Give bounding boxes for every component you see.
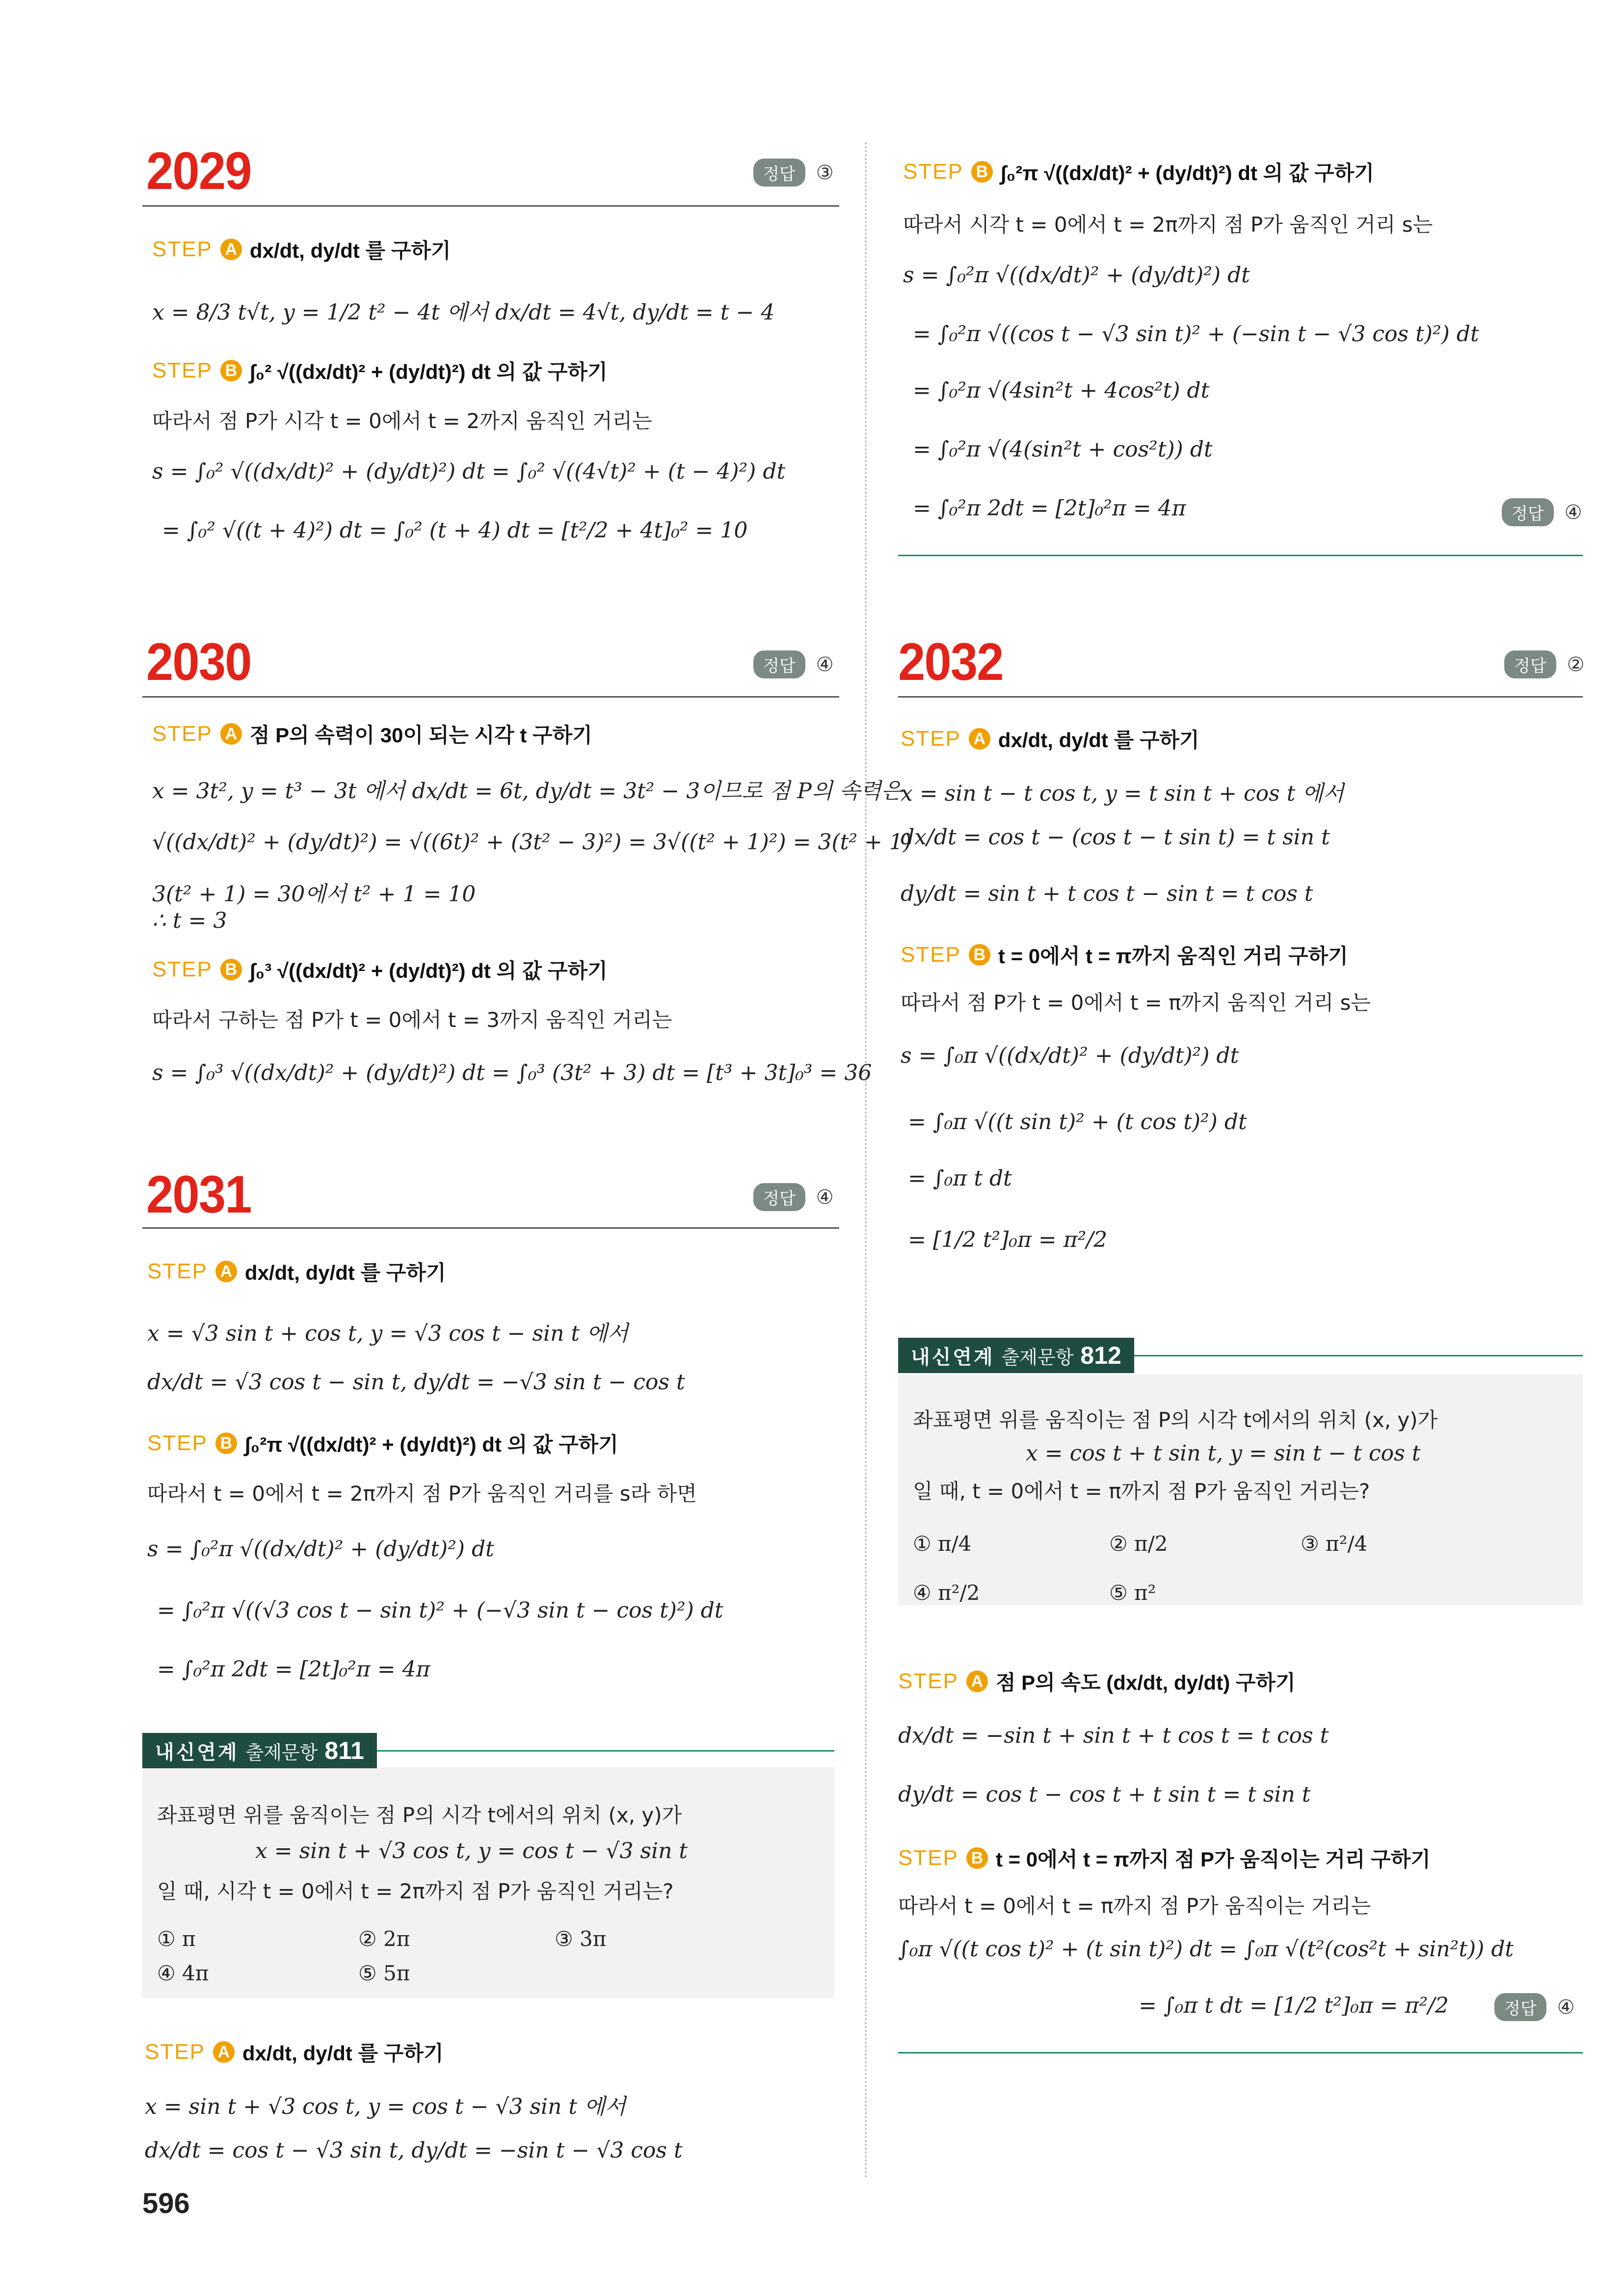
solution-text: 따라서 t = 0에서 t = π까지 점 P가 움직이는 거리는 <box>898 1894 1371 1918</box>
step-a <box>898 1667 1296 1696</box>
step-badge: B <box>966 1847 988 1869</box>
step-badge: B <box>971 161 993 183</box>
step-title: dx/dt, dy/dt 를 구하기 <box>242 2042 444 2065</box>
step-b <box>903 157 1374 187</box>
step-title: ∫₀²π √((dx/dt)² + (dy/dt)²) dt 의 값 구하기 <box>244 1433 618 1456</box>
problem-number-2032: 2032 <box>898 632 1003 691</box>
solution-line: = ∫₀²π 2dt = [2t]₀²π = 4π <box>157 1657 430 1682</box>
problem-rule <box>142 205 839 207</box>
question-formula: x = sin t + √3 cos t, y = cos t − √3 sin t <box>255 1838 688 1864</box>
step-word: STEP <box>901 727 961 751</box>
step-badge: A <box>213 2041 235 2063</box>
step-badge: A <box>966 1671 988 1692</box>
step-b <box>147 1429 618 1458</box>
answer-value: ④ <box>816 1186 834 1208</box>
solution-line: 3(t² + 1) = 30에서 t² + 1 = 10 <box>152 882 476 907</box>
answer-label: 정답 <box>1504 650 1556 678</box>
section-rule <box>898 555 1583 556</box>
solution-line: √((dx/dt)² + (dy/dt)²) = √((6t)² + (3t² − 3)²) = 3√((t² + 1)²) = 3(t² + 1) <box>152 830 911 855</box>
solution-text: 따라서 점 P가 t = 0에서 t = π까지 움직인 거리 s는 <box>901 991 1371 1015</box>
answer-label: 정답 <box>1494 1993 1546 2021</box>
choice-5: ⑤ 5π <box>358 1961 410 1985</box>
answer-label: 정답 <box>753 1183 805 1211</box>
solution-line: s = ∫₀²π √((dx/dt)² + (dy/dt)²) dt <box>903 263 1250 288</box>
naesin-811-header <box>142 1733 377 1768</box>
naesin-label: 내신연계 <box>911 1346 995 1368</box>
step-badge: A <box>220 723 242 745</box>
solution-line: = ∫₀²π √((cos t − √3 sin t)² + (−sin t − √3 cos t)²) dt <box>913 322 1479 347</box>
choice-1: ① π <box>157 1927 196 1951</box>
solution-line: ∴ t = 3 <box>152 908 227 933</box>
problem-number-2031: 2031 <box>146 1164 251 1224</box>
solution-line: dy/dt = sin t + t cos t − sin t = t cos t <box>901 881 1313 906</box>
step-b <box>152 955 608 984</box>
solution-line: = ∫₀²π √((√3 cos t − sin t)² + (−√3 sin t − cos t)²) dt <box>157 1598 723 1623</box>
step-title: ∫₀³ √((dx/dt)² + (dy/dt)²) dt 의 값 구하기 <box>249 959 608 982</box>
choice-5: ⑤ π² <box>1109 1581 1156 1605</box>
solution-line: x = 3t², y = t³ − 3t 에서 dx/dt = 6t, dy/dt = 3t² − 3이므로 점 P의 속력은 <box>152 779 902 804</box>
step-word: STEP <box>152 722 213 746</box>
question-formula: x = cos t + t sin t, y = sin t − t cos t <box>1026 1441 1421 1466</box>
choice-1: ① π/4 <box>913 1532 972 1556</box>
problem-number-2029: 2029 <box>146 141 251 200</box>
step-b <box>901 940 1348 970</box>
step-word: STEP <box>147 1431 208 1455</box>
choice-3: ③ 3π <box>555 1927 607 1951</box>
solution-line: = ∫₀π t dt = [1/2 t²]₀π = π²/2 <box>1139 1993 1449 2018</box>
choice-3: ③ π²/4 <box>1301 1532 1368 1556</box>
answer-2031 <box>753 1183 834 1211</box>
step-badge: A <box>220 239 242 260</box>
step-title: t = 0에서 t = π까지 움직인 거리 구하기 <box>998 945 1348 968</box>
answer-2031-811 <box>1502 498 1582 526</box>
step-title: t = 0에서 t = π까지 점 P가 움직이는 거리 구하기 <box>995 1848 1431 1871</box>
section-rule <box>898 2052 1583 2053</box>
step-word: STEP <box>898 1846 958 1870</box>
step-word: STEP <box>152 358 213 382</box>
answer-label: 정답 <box>1502 498 1554 526</box>
choice-4: ④ π²/2 <box>913 1581 980 1605</box>
solution-text: 따라서 구하는 점 P가 t = 0에서 t = 3까지 움직인 거리는 <box>152 1008 672 1032</box>
question-text: 일 때, 시각 t = 0에서 t = 2π까지 점 P가 움직인 거리는? <box>157 1879 674 1903</box>
solution-line: = ∫₀²π √(4sin²t + 4cos²t) dt <box>913 378 1210 403</box>
question-text: 좌표평면 위를 움직이는 점 P의 시각 t에서의 위치 (x, y)가 <box>157 1803 682 1827</box>
answer-2032-812 <box>1494 1993 1575 2021</box>
choice-2: ② 2π <box>358 1927 410 1951</box>
answer-value: ② <box>1567 653 1585 675</box>
answer-2029 <box>753 159 834 187</box>
choice-4: ④ 4π <box>157 1961 209 1985</box>
solution-line: s = ∫₀π √((dx/dt)² + (dy/dt)²) dt <box>901 1043 1239 1068</box>
question-text: 일 때, t = 0에서 t = π까지 점 P가 움직인 거리는? <box>913 1479 1370 1503</box>
problem-rule <box>142 1227 839 1229</box>
answer-value: ④ <box>1557 1996 1575 2018</box>
solution-text: 따라서 시각 t = 0에서 t = 2π까지 점 P가 움직인 거리 s는 <box>903 213 1433 237</box>
naesin-812-header <box>898 1338 1134 1373</box>
solution-line: x = sin t − t cos t, y = t sin t + cos t 에서 <box>901 781 1344 806</box>
step-badge: B <box>969 944 990 966</box>
step-a <box>147 1257 446 1286</box>
solution-line: s = ∫₀²π √((dx/dt)² + (dy/dt)²) dt <box>147 1537 494 1562</box>
solution-line: dx/dt = −sin t + sin t + t cos t = t cos t <box>898 1723 1329 1748</box>
step-word: STEP <box>145 2040 205 2064</box>
answer-value: ③ <box>816 162 834 184</box>
step-title: ∫₀²π √((dx/dt)² + (dy/dt)²) dt 의 값 구하기 <box>1000 162 1374 185</box>
solution-text: 따라서 t = 0에서 t = 2π까지 점 P가 움직인 거리를 s라 하면 <box>147 1482 697 1506</box>
step-b <box>152 356 608 385</box>
step-a <box>145 2037 444 2067</box>
solution-line: dy/dt = cos t − cos t + t sin t = t sin t <box>898 1782 1311 1807</box>
step-title: 점 P의 속력이 30이 되는 시각 t 구하기 <box>249 724 592 747</box>
solution-line: = ∫₀²π 2dt = [2t]₀²π = 4π <box>913 496 1186 521</box>
answer-2030 <box>753 650 834 678</box>
answer-value: ④ <box>1564 501 1582 523</box>
step-b <box>898 1843 1431 1873</box>
step-title: 점 P의 속도 (dx/dt, dy/dt) 구하기 <box>995 1671 1296 1694</box>
solution-line: = [1/2 t²]₀π = π²/2 <box>908 1227 1108 1252</box>
step-badge: B <box>220 360 242 381</box>
solution-line: = ∫₀π √((t sin t)² + (t cos t)²) dt <box>908 1109 1247 1134</box>
step-word: STEP <box>903 160 963 184</box>
naesin-number: 811 <box>324 1737 365 1764</box>
step-word: STEP <box>147 1259 208 1283</box>
choice-2: ② π/2 <box>1109 1532 1168 1556</box>
step-word: STEP <box>898 1669 958 1693</box>
step-badge: A <box>969 728 990 750</box>
solution-line: s = ∫₀² √((dx/dt)² + (dy/dt)²) dt = ∫₀² √((4√t)² + (t − 4)²) dt <box>152 459 786 484</box>
solution-line: = ∫₀²π √(4(sin²t + cos²t)) dt <box>913 437 1213 462</box>
step-word: STEP <box>901 943 961 967</box>
step-a <box>152 719 592 749</box>
step-a <box>901 724 1199 754</box>
solution-line: dx/dt = cos t − √3 sin t, dy/dt = −sin t − √3 cos t <box>145 2138 683 2163</box>
answer-2032 <box>1504 650 1585 678</box>
solution-text: 따라서 점 P가 시각 t = 0에서 t = 2까지 움직인 거리는 <box>152 409 652 433</box>
step-badge: A <box>215 1261 237 1282</box>
problem-number-2030: 2030 <box>146 632 251 691</box>
solution-line: dx/dt = √3 cos t − sin t, dy/dt = −√3 sin t − cos t <box>147 1370 685 1395</box>
solution-line: s = ∫₀³ √((dx/dt)² + (dy/dt)²) dt = ∫₀³ (3t² + 3) dt = [t³ + 3t]₀³ = 36 <box>152 1060 872 1085</box>
solution-line: = ∫₀² √((t + 4)²) dt = ∫₀² (t + 4) dt = [t²/2 + 4t]₀² = 10 <box>162 518 748 543</box>
naesin-number: 812 <box>1080 1342 1121 1369</box>
naesin-sub: 출제문항 <box>245 1742 318 1763</box>
step-title: dx/dt, dy/dt 를 구하기 <box>249 239 451 262</box>
problem-rule <box>142 696 839 698</box>
naesin-sub: 출제문항 <box>1001 1347 1074 1368</box>
solution-line: x = 8/3 t√t, y = 1/2 t² − 4t 에서 dx/dt = 4√t, dy/dt = t − 4 <box>152 300 775 325</box>
step-title: dx/dt, dy/dt 를 구하기 <box>244 1261 446 1284</box>
page-number: 596 <box>142 2188 190 2219</box>
step-badge: B <box>215 1432 237 1454</box>
solution-line: x = √3 sin t + cos t, y = √3 cos t − sin t 에서 <box>147 1321 629 1346</box>
step-title: dx/dt, dy/dt 를 구하기 <box>998 729 1199 752</box>
step-a <box>152 235 451 264</box>
step-word: STEP <box>152 237 213 261</box>
answer-label: 정답 <box>753 159 805 187</box>
solution-line: x = sin t + √3 cos t, y = cos t − √3 sin t 에서 <box>145 2094 626 2119</box>
step-word: STEP <box>152 957 213 981</box>
question-text: 좌표평면 위를 움직이는 점 P의 시각 t에서의 위치 (x, y)가 <box>913 1408 1438 1432</box>
step-title: ∫₀² √((dx/dt)² + (dy/dt)²) dt 의 값 구하기 <box>249 360 608 383</box>
answer-value: ④ <box>816 653 834 675</box>
step-badge: B <box>220 959 242 980</box>
answer-label: 정답 <box>753 650 805 678</box>
problem-rule <box>898 696 1583 698</box>
naesin-label: 내신연계 <box>155 1741 239 1763</box>
column-divider <box>865 142 867 2180</box>
solution-line: ∫₀π √((t cos t)² + (t sin t)²) dt = ∫₀π √(t²(cos²t + sin²t)) dt <box>898 1937 1514 1962</box>
solution-line: = ∫₀π t dt <box>908 1166 1012 1191</box>
solution-line: dx/dt = cos t − (cos t − t sin t) = t sin t <box>901 825 1330 850</box>
